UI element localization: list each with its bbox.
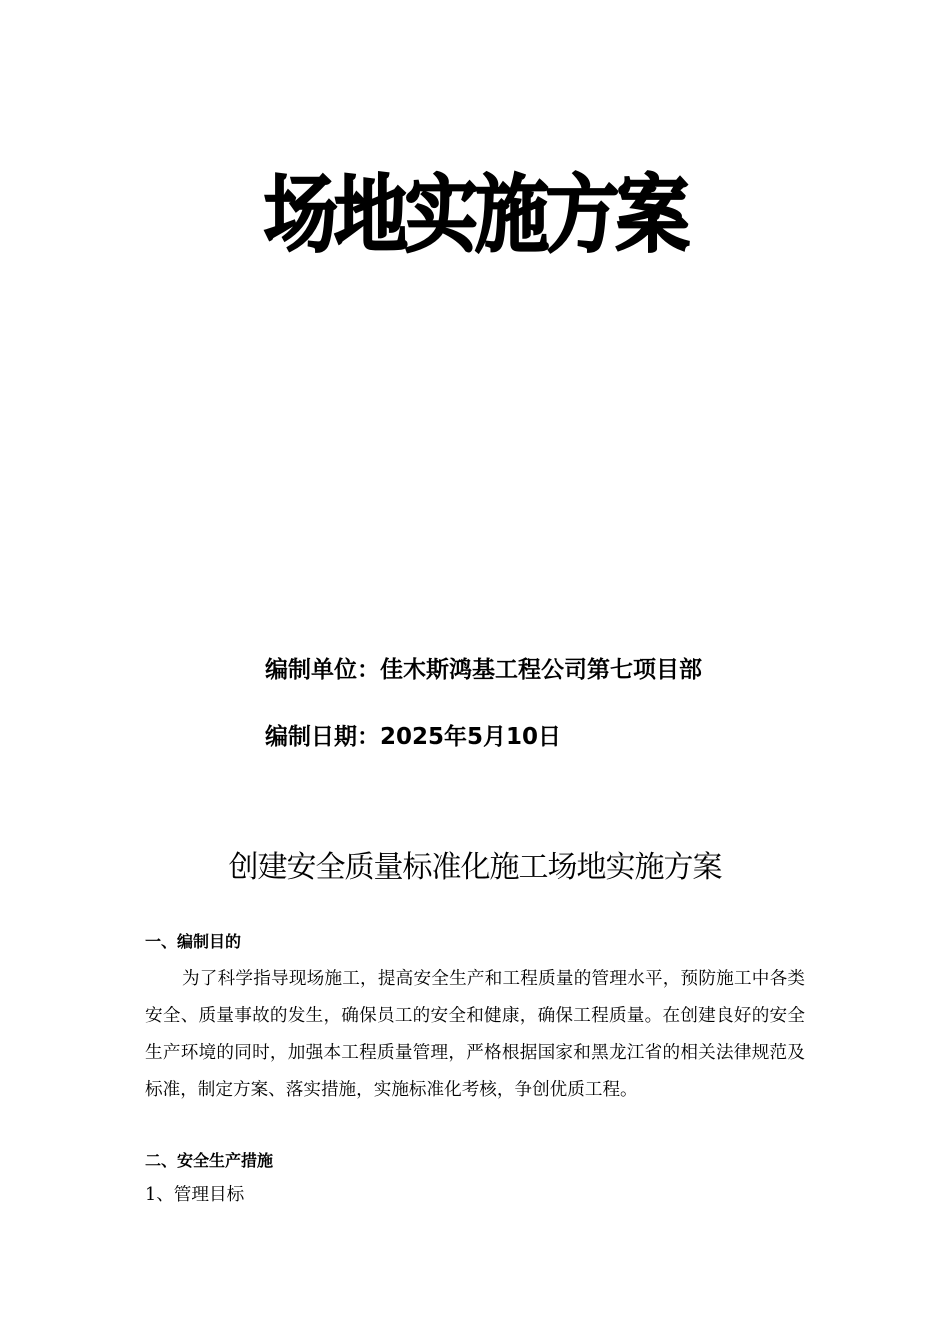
compiling-date: 编制日期：2025年5月10日 bbox=[265, 724, 562, 750]
cover-title: 场地实施方案 bbox=[263, 166, 687, 264]
section-heading-safety: 二、安全生产措施 bbox=[145, 1151, 274, 1170]
section-heading-purpose: 一、编制目的 bbox=[145, 932, 242, 951]
section-paragraph-purpose: 为了科学指导现场施工，提高安全生产和工程质量的管理水平，预防施工中各类安全、质量事故的发生，确保员工的安全和健康，确保工程质量。在创建良好的安全生产环境的同时，加强本工程质量管理，严格根据国家和黑龙江省的相关法律规范及标准，制定方案、落实措施，实施标准化考核，争创优质工程。 bbox=[145, 969, 805, 1100]
subitem-management-goal: 1、管理目标 bbox=[145, 1185, 245, 1205]
compiling-unit: 编制单位：佳木斯鸿基工程公司第七项目部 bbox=[265, 657, 702, 683]
document-title: 创建安全质量标准化施工场地实施方案 bbox=[228, 850, 722, 885]
